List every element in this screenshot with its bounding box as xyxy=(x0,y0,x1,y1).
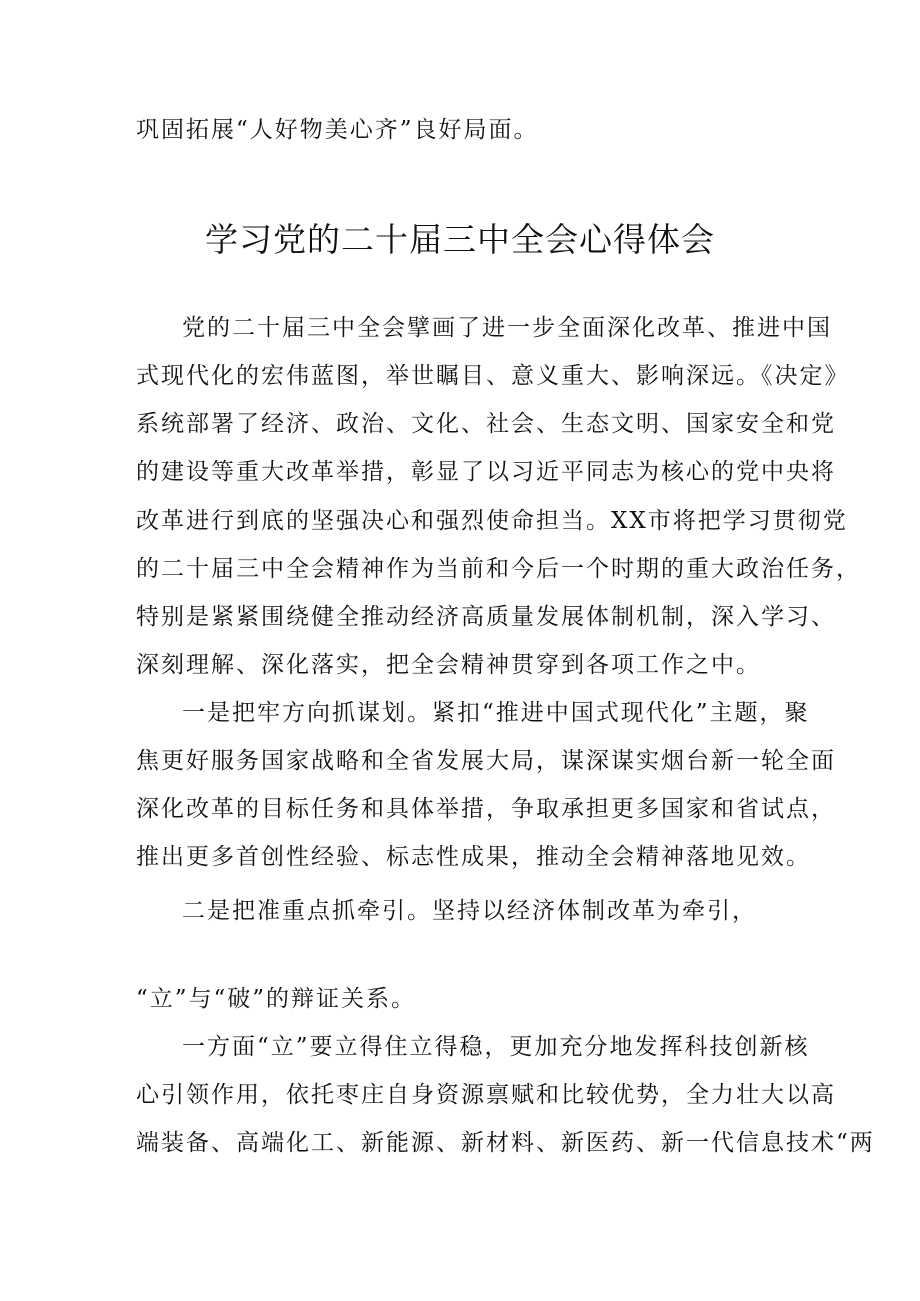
text-line: 改革进行到底的坚强决心和强烈使命担当。XX市将把学习贯彻党 xyxy=(136,508,848,534)
text-line: 端装备、高端化工、新能源、新材料、新医药、新一代信息技术“两 xyxy=(136,1130,875,1156)
text-line: 深化改革的目标任务和具体举措，争取承担更多国家和省试点， xyxy=(136,796,836,822)
text-line: 特别是紧紧围绕健全推动经济高质量发展体制机制，深入学习、 xyxy=(136,604,836,630)
text-line: 一是把牢方向抓谋划。紧扣“推进中国式现代化”主题，聚 xyxy=(182,700,810,726)
text-line: 二是把准重点抓牵引。坚持以经济体制改革为牵引， xyxy=(182,898,757,924)
text-line: 巩固拓展“人好物美心齐”良好局面。 xyxy=(136,117,539,143)
text-line: 一方面“立”要立得住立得稳，更加充分地发挥科技创新核 xyxy=(182,1034,810,1060)
text-line: 焦更好服务国家战略和全省发展大局，谋深谋实烟台新一轮全面 xyxy=(136,748,836,774)
text-line: 党的二十届三中全会擘画了进一步全面深化改革、推进中国 xyxy=(182,315,832,341)
text-line: 系统部署了经济、政治、文化、社会、生态文明、国家安全和党 xyxy=(136,411,836,437)
text-line: 深刻理解、深化落实，把全会精神贯穿到各项工作之中。 xyxy=(136,652,761,678)
text-line: 的二十届三中全会精神作为当前和今后一个时期的重大政治任务， xyxy=(136,556,861,582)
text-line: 推出更多首创性经验、标志性成果，推动全会精神落地见效。 xyxy=(136,844,811,870)
text-line: 的建设等重大改革举措，彰显了以习近平同志为核心的党中央将 xyxy=(136,459,836,485)
text-line: 式现代化的宏伟蓝图，举世瞩目、意义重大、影响深远。《决定》 xyxy=(136,363,850,389)
document-title: 学习党的二十届三中全会心得体会 xyxy=(205,220,715,259)
text-line: 心引领作用，依托枣庄自身资源禀赋和比较优势，全力壮大以高 xyxy=(136,1082,836,1108)
text-line: “立”与“破”的辩证关系。 xyxy=(136,986,417,1012)
